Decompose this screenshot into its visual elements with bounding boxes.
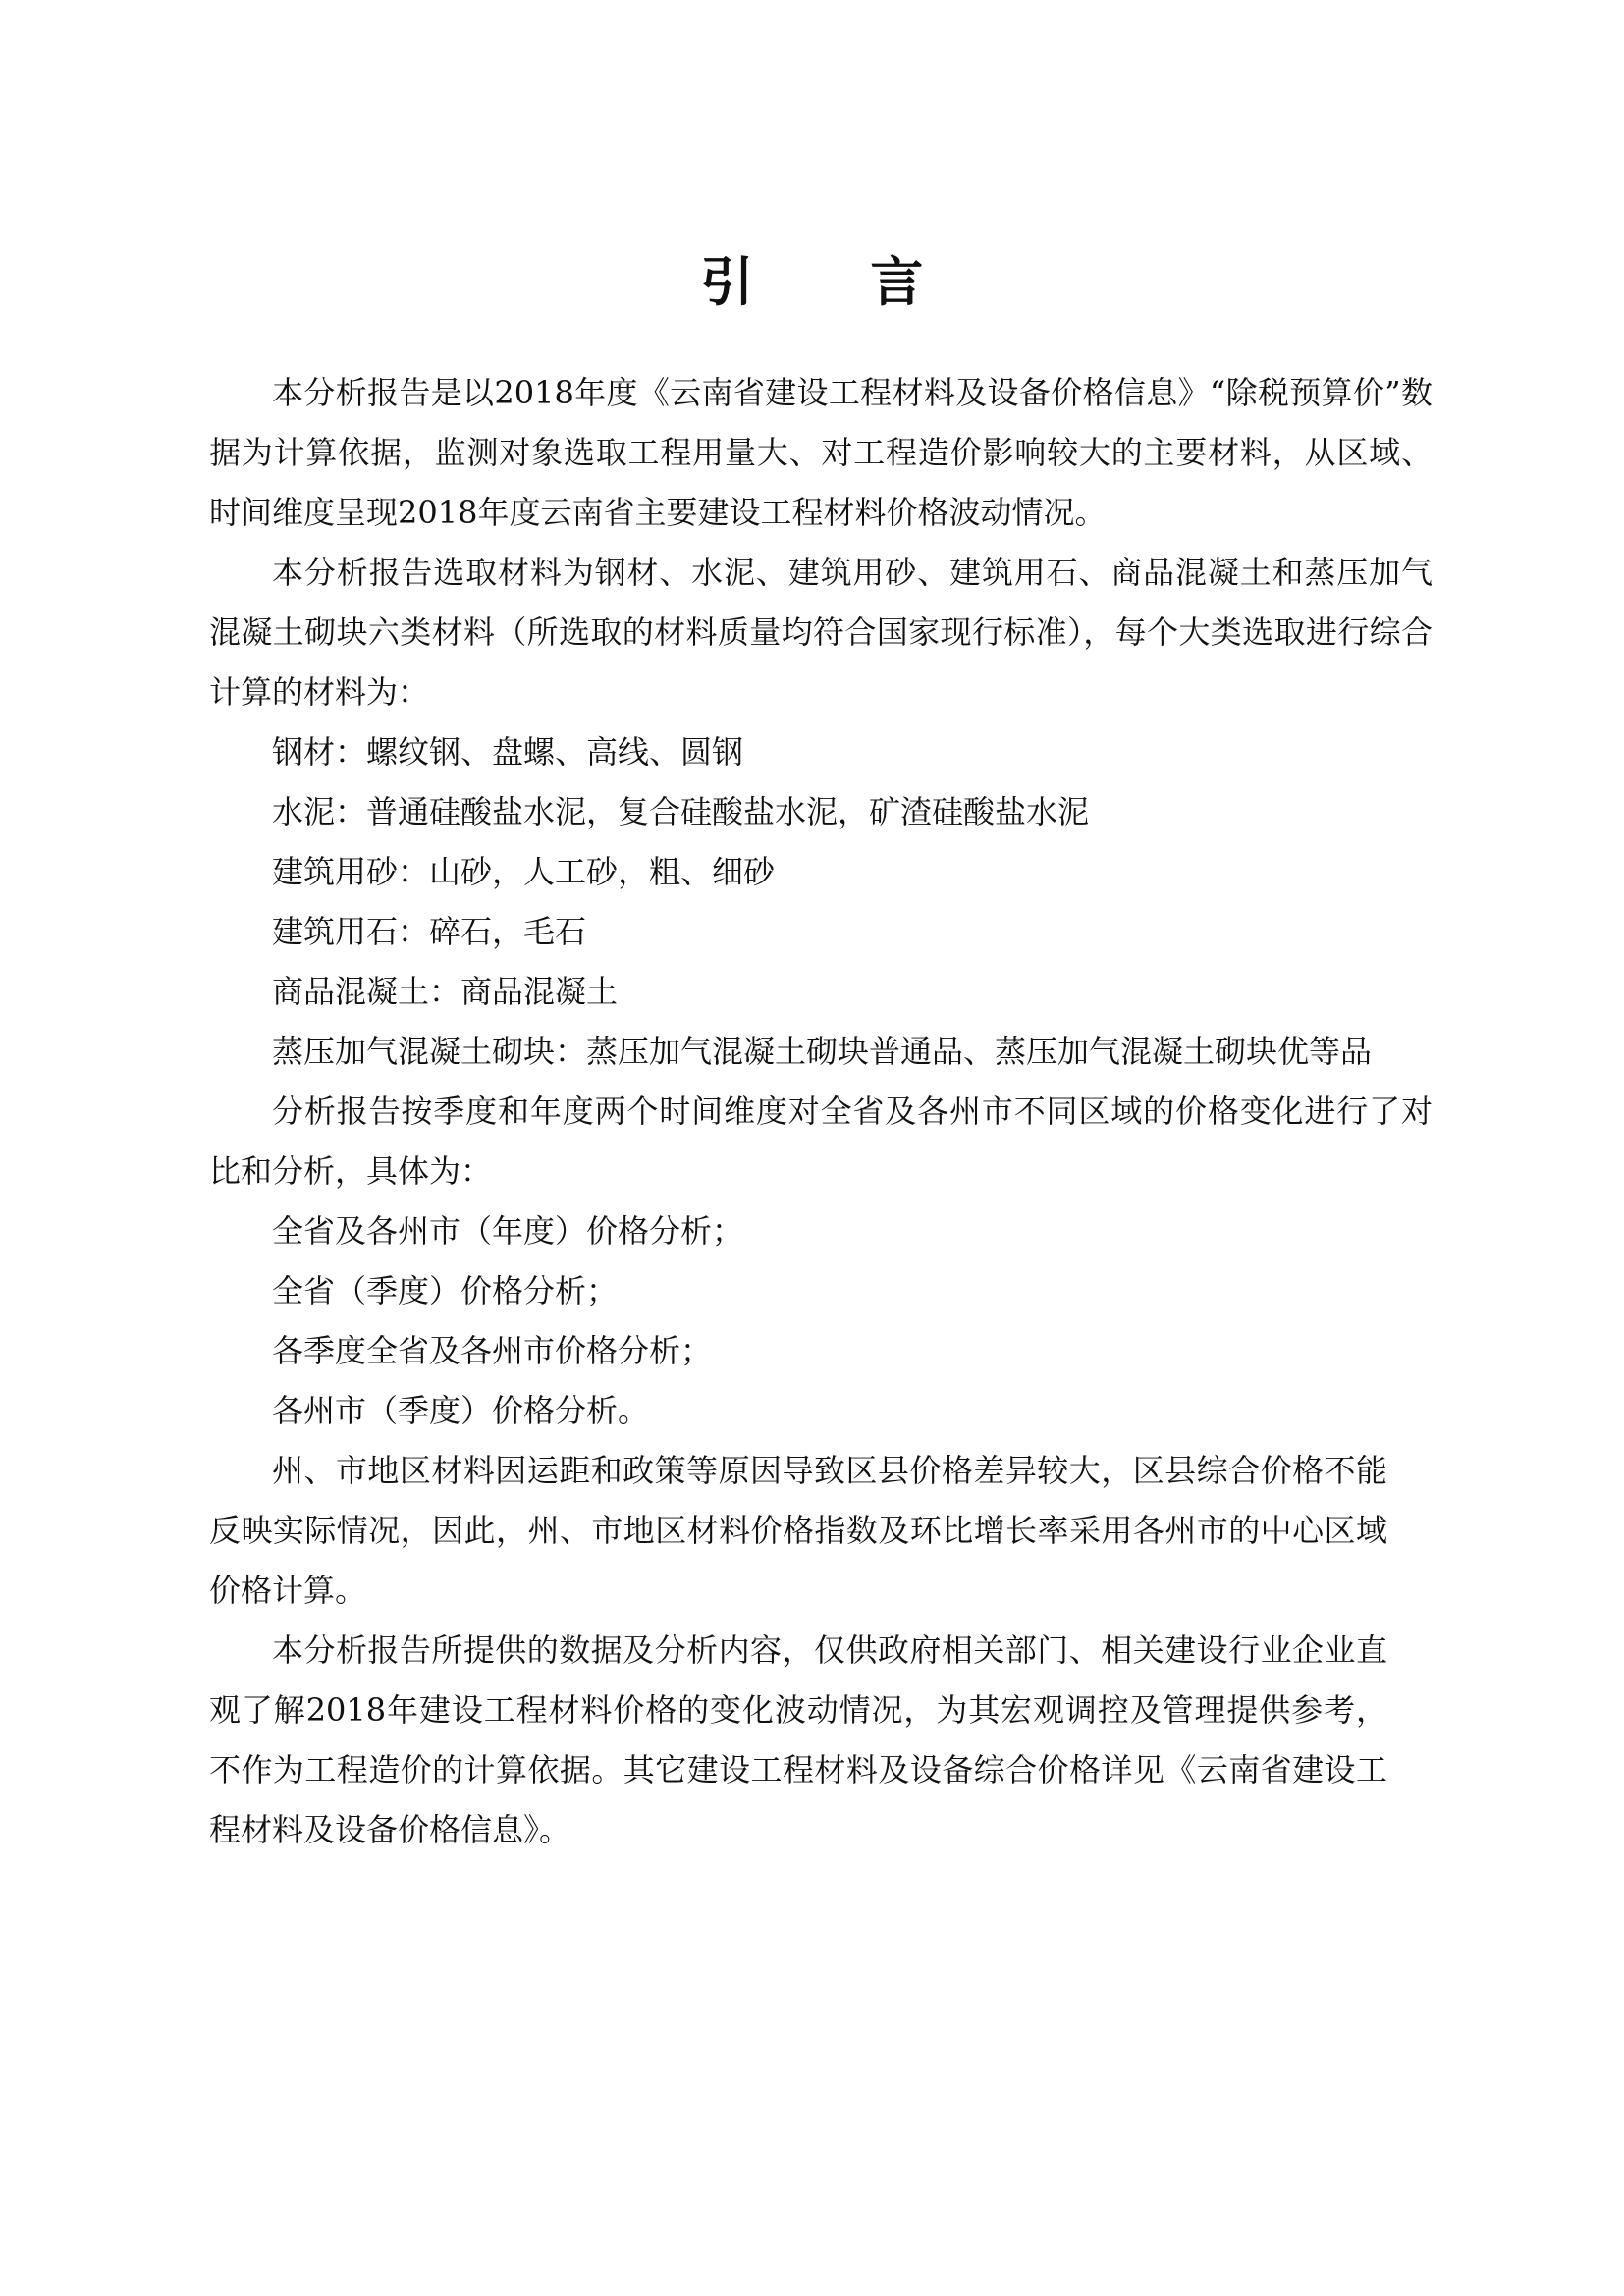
- list-item-aerated-block: 蒸压加气混凝土砌块：蒸压加气混凝土砌块普通品、蒸压加气混凝土砌块优等品: [272, 1033, 1373, 1070]
- list-item-steel: 钢材：螺纹钢、盘螺、高线、圆钢: [272, 733, 744, 771]
- list-item-sand: 建筑用砂：山砂，人工砂，粗、细砂: [272, 853, 776, 890]
- paragraph-intro: 本分析报告是以2018年度《云南省建设工程材料及设备价格信息》“除税预算价”数据为计算依据，监测对象选取工程用量大、对工程造价影响较大的主要材料，从区域、时间维度呈现2018年度云南省主要建设工程材料价格波动情况。: [209, 374, 1433, 531]
- list-item-province-quarterly: 全省（季度）价格分析；: [272, 1272, 619, 1309]
- document-body: [209, 363, 1433, 1860]
- list-item-city-quarterly: 各州市（季度）价格分析。: [272, 1392, 650, 1429]
- list-item-stone: 建筑用石：碎石，毛石: [272, 913, 587, 950]
- page-title: 引 言: [700, 251, 973, 314]
- list-item-each-quarter: 各季度全省及各州市价格分析；: [272, 1332, 713, 1369]
- paragraph-analysis-dimensions: 分析报告按季度和年度两个时间维度对全省及各州市不同区域的价格变化进行了对比和分析，具体为：: [209, 1093, 1433, 1190]
- paragraph-material-selection: 本分析报告选取材料为钢材、水泥、建筑用砂、建筑用石、商品混凝土和蒸压加气混凝土砌块六类材料（所选取的材料质量均符合国家现行标准），每个大类选取进行综合计算的材料为：: [209, 554, 1433, 711]
- list-item-cement: 水泥：普通硅酸盐水泥，复合硅酸盐水泥，矿渣硅酸盐水泥: [272, 793, 1090, 830]
- list-item-annual-analysis: 全省及各州市（年度）价格分析；: [272, 1212, 744, 1250]
- paragraph-disclaimer: 本分析报告所提供的数据及分析内容，仅供政府相关部门、相关建设行业企业直观了解2018年建设工程材料价格的变化波动情况，为其宏观调控及管理提供参考，不作为工程造价的计算依据。其它建设工程材料及设备综合价格详见《云南省建设工程材料及设备价格信息》。: [209, 1631, 1387, 1848]
- list-item-concrete: 商品混凝土：商品混凝土: [272, 973, 619, 1010]
- paragraph-regional-pricing: 州、市地区材料因运距和政策等原因导致区县价格差异较大，区县综合价格不能反映实际情况，因此，州、市地区材料价格指数及环比增长率采用各州市的中心区域价格计算。: [209, 1452, 1387, 1609]
